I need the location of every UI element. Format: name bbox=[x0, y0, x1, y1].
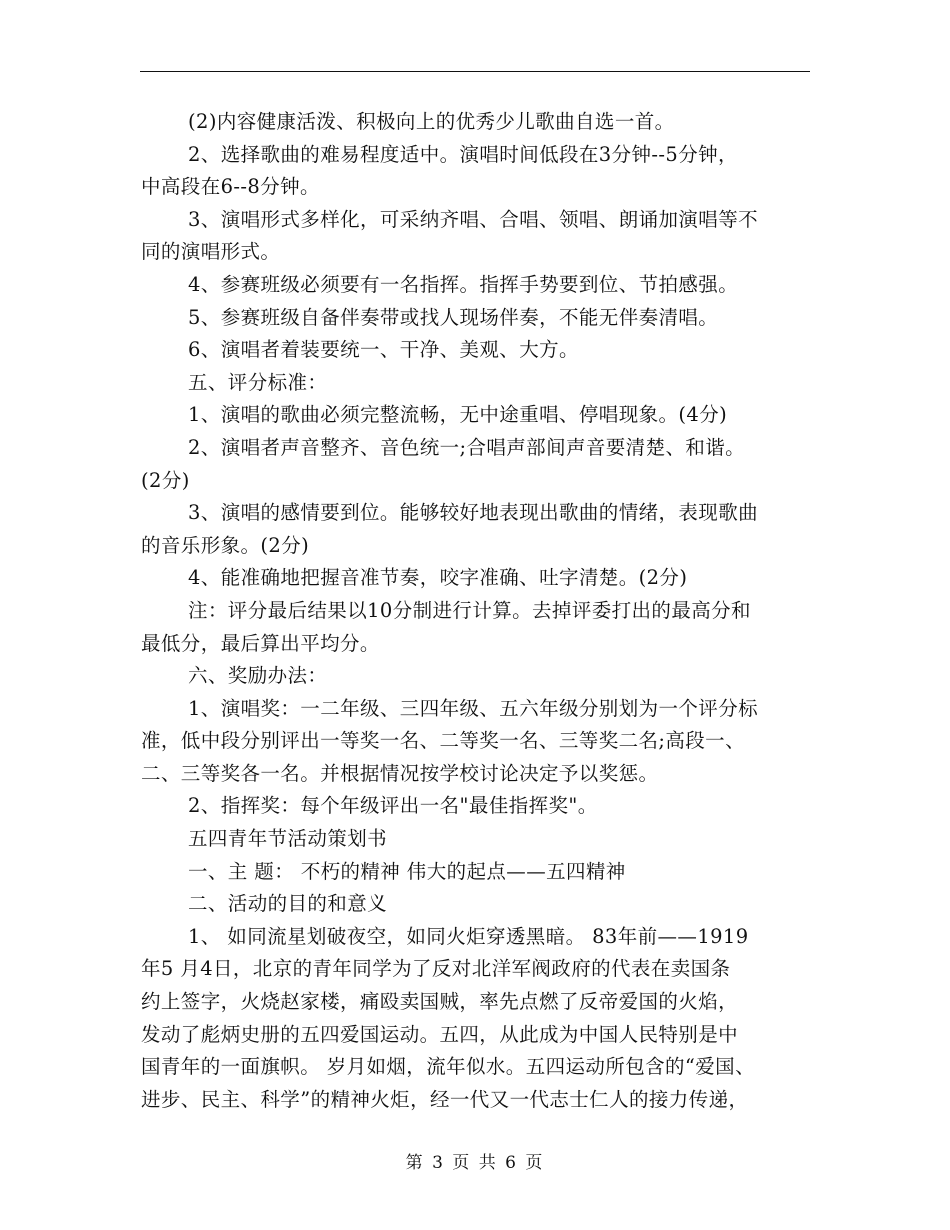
text-line: 六、奖励办法： bbox=[188, 664, 328, 688]
text-line: (2)内容健康活泼、积极向上的优秀少儿歌曲自选一首。 bbox=[188, 110, 675, 133]
text-line: 约上签字，火烧赵家楼，痛殴卖国贼，率先点燃了反帝爱国的火焰， bbox=[141, 990, 739, 1014]
text-line: 最低分，最后算出平均分。 bbox=[141, 631, 380, 655]
text-line: 1、演唱奖：一二年级、三四年级、五六年级分别划为一个评分标 bbox=[188, 696, 759, 720]
text-line: 3、演唱的感情要到位。能够较好地表现出歌曲的情绪，表现歌曲 bbox=[188, 501, 759, 525]
page-footer: 第 3 页 共 6 页 bbox=[405, 1153, 545, 1173]
header-rule bbox=[140, 71, 810, 72]
text-line: 3、演唱形式多样化，可采纳齐唱、合唱、领唱、朗诵加演唱等不 bbox=[188, 207, 759, 231]
text-line: 4、能准确地把握音准节奏，咬字准确、吐字清楚。(2分) bbox=[188, 566, 688, 590]
text-line: 5、参赛班级自备伴奏带或找人现场伴奏，不能无伴奏清唱。 bbox=[188, 305, 719, 329]
text-line: 进步、民主、科学”的精神火炬，经一代又一代志士仁人的接力传递， bbox=[141, 1087, 749, 1111]
text-line: 6、演唱者着装要统一、干净、美观、大方。 bbox=[188, 338, 579, 362]
text-line: 国青年的一面旗帜。 岁月如烟，流年似水。五四运动所包含的“爱国、 bbox=[141, 1055, 755, 1079]
text-line: 一、主 题： 不朽的精神 伟大的起点——五四精神 bbox=[188, 859, 626, 883]
text-line: 年5 月4日，北京的青年同学为了反对北洋军阀政府的代表在卖国条 bbox=[141, 957, 731, 981]
text-line: 准，低中段分别评出一等奖一名、二等奖一名、三等奖二名;高段一、 bbox=[141, 729, 745, 753]
text-line: 二、三等奖各一名。并根据情况按学校讨论决定予以奖惩。 bbox=[141, 761, 659, 785]
text-line: 发动了彪炳史册的五四爱国运动。五四，从此成为中国人民特别是中 bbox=[141, 1022, 739, 1046]
text-line: (2分) bbox=[141, 468, 190, 492]
text-line: 2、选择歌曲的难易程度适中。演唱时间低段在3分钟--5分钟， bbox=[188, 142, 738, 166]
text-line: 2、指挥奖：每个年级评出一名"最佳指挥奖"。 bbox=[188, 794, 598, 818]
text-line: 的音乐形象。(2分) bbox=[141, 533, 310, 557]
text-line: 五、评分标准： bbox=[188, 370, 328, 394]
text-line: 2、演唱者声音整齐、音色统一;合唱声部间声音要清楚、和谐。 bbox=[188, 435, 746, 459]
text-line: 1、 如同流星划破夜空，如同火炬穿透黑暗。 83年前——1919 bbox=[188, 924, 749, 948]
document-body bbox=[141, 106, 813, 1116]
text-line: 中高段在6--8分钟。 bbox=[141, 175, 320, 199]
text-line: 二、活动的目的和意义 bbox=[188, 892, 388, 916]
text-line: 1、演唱的歌曲必须完整流畅，无中途重唱、停唱现象。(4分) bbox=[188, 403, 728, 427]
text-line: 同的演唱形式。 bbox=[141, 240, 281, 264]
text-line: 注：评分最后结果以10分制进行计算。去掉评委打出的最高分和 bbox=[188, 598, 751, 622]
text-line: 五四青年节活动策划书 bbox=[188, 827, 388, 851]
text-line: 4、参赛班级必须要有一名指挥。指挥手势要到位、节拍感强。 bbox=[188, 272, 739, 296]
